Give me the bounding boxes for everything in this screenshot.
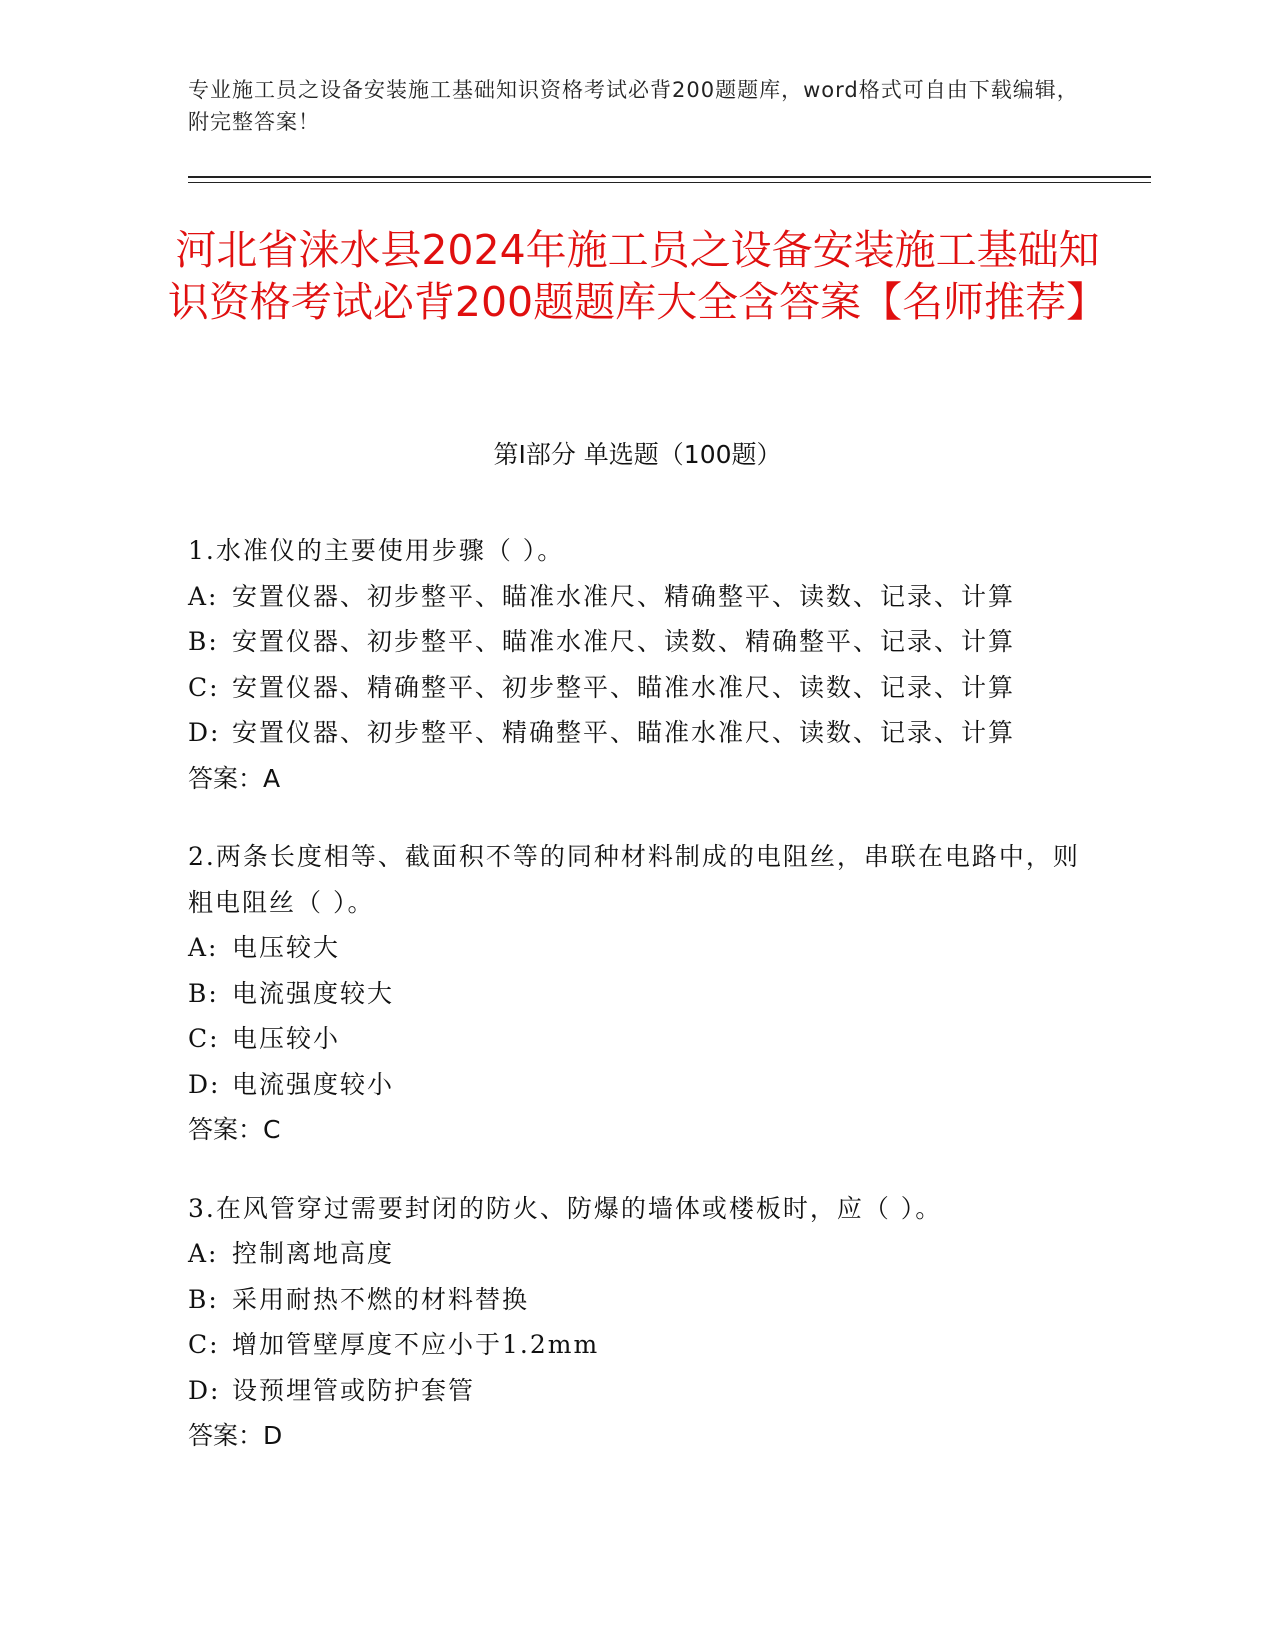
option-d	[188, 1368, 1088, 1414]
option-letter: D:	[188, 718, 221, 747]
option-letter: B:	[188, 1284, 219, 1314]
question-list	[188, 528, 1088, 1492]
option-letter: A:	[188, 933, 219, 962]
option-c	[188, 1322, 1088, 1368]
option-b	[188, 1277, 1088, 1323]
option-b	[188, 971, 1088, 1017]
option-text: 增加管壁厚度不应小于1.2mm	[232, 1330, 600, 1359]
option-text: 设预埋管或防护套管	[232, 1375, 476, 1405]
answer-line: 答案：D	[188, 1421, 283, 1450]
document-title: 河北省涞水县2024年施工员之设备安装施工基础知识资格考试必背200题题库大全含答案【名师推荐】	[167, 226, 1108, 326]
header-note: 专业施工员之设备安装施工基础知识资格考试必背200题题库，word格式可自由下载编辑，附完整答案！	[188, 78, 1079, 134]
question-item	[188, 834, 1088, 1153]
option-text: 电压较大	[232, 933, 341, 962]
question-item	[188, 528, 1088, 801]
option-a	[188, 925, 1088, 971]
option-letter: B:	[188, 978, 219, 1008]
section-heading: 第Ⅰ部分 单选题（100题）	[493, 440, 782, 469]
option-letter: A:	[188, 1239, 219, 1268]
option-text: 安置仪器、精确整平、初步整平、瞄准水准尺、读数、记录、计算	[232, 672, 1016, 702]
option-text: 控制离地高度	[232, 1239, 395, 1268]
option-a	[188, 1231, 1088, 1277]
question-stem: 2.两条长度相等、截面积不等的同种材料制成的电阻丝，串联在电路中，则粗电阻丝（ ）。	[188, 842, 1080, 917]
option-letter: B:	[188, 627, 219, 656]
option-c	[188, 665, 1088, 711]
option-text: 电流强度较大	[232, 978, 395, 1008]
option-d	[188, 1062, 1088, 1108]
option-a	[188, 574, 1088, 620]
option-letter: C:	[188, 1024, 220, 1053]
option-d	[188, 710, 1088, 756]
option-letter: A:	[188, 581, 219, 611]
option-letter: D:	[188, 1375, 221, 1405]
option-letter: D:	[188, 1069, 221, 1099]
option-b	[188, 619, 1088, 665]
option-text: 电流强度较小	[232, 1069, 395, 1099]
option-text: 采用耐热不燃的材料替换	[232, 1284, 530, 1314]
question-stem: 3.在风管穿过需要封闭的防火、防爆的墙体或楼板时，应（ ）。	[188, 1193, 943, 1223]
question-item	[188, 1186, 1088, 1459]
option-c	[188, 1016, 1088, 1062]
option-letter: C:	[188, 672, 220, 702]
answer-line: 答案：C	[188, 1115, 281, 1144]
header-divider-thin	[188, 182, 1151, 183]
answer-line: 答案：A	[188, 763, 281, 793]
option-letter: C:	[188, 1330, 220, 1359]
option-text: 安置仪器、初步整平、精确整平、瞄准水准尺、读数、记录、计算	[232, 718, 1016, 747]
option-text: 安置仪器、初步整平、瞄准水准尺、精确整平、读数、记录、计算	[232, 581, 1016, 611]
header-divider-thick	[188, 176, 1151, 178]
option-text: 电压较小	[232, 1024, 341, 1053]
question-stem: 1.水准仪的主要使用步骤（ ）。	[188, 536, 565, 565]
option-text: 安置仪器、初步整平、瞄准水准尺、读数、精确整平、记录、计算	[232, 627, 1016, 656]
